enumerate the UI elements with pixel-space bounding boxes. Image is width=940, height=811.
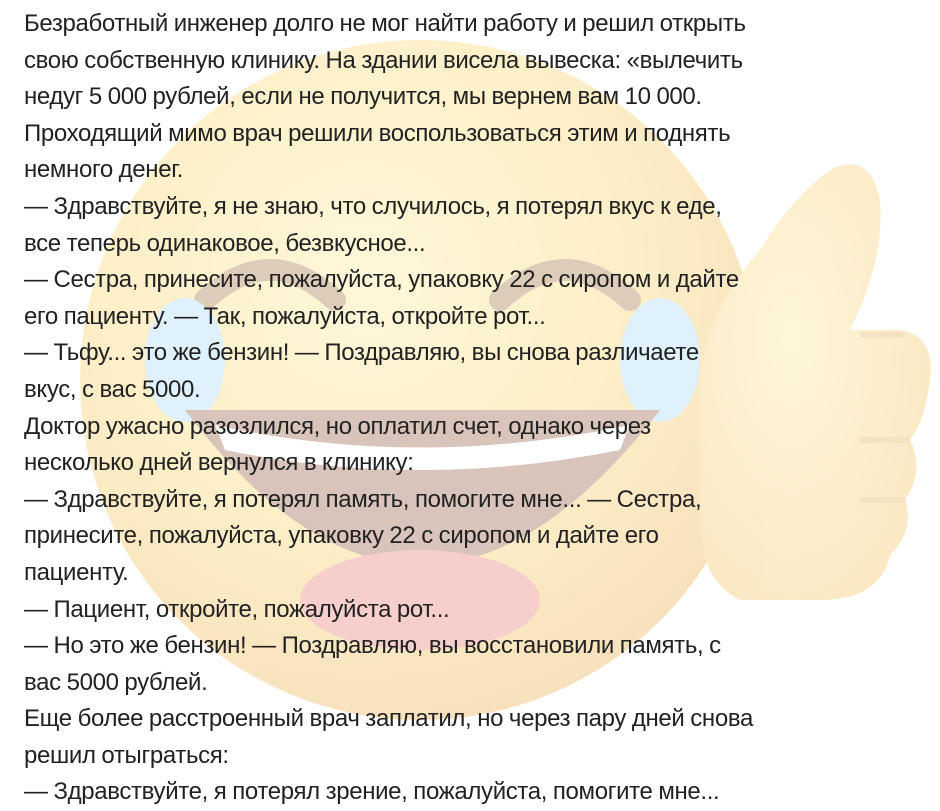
joke-line: Проходящий мимо врач решили воспользоваться этим и поднять (24, 119, 731, 147)
joke-line: — Сестра, принесите, пожалуйста, упаковку 22 с сиропом и дайте (24, 266, 739, 294)
joke-line: решил отыграться: (24, 741, 229, 769)
joke-line: вас 5000 рублей. (24, 668, 208, 696)
joke-line: — Здравствуйте, я не знаю, что случилось, я потерял вкус к еде, (24, 192, 722, 220)
joke-line: Безработный инженер долго не мог найти работу и решил открыть (24, 10, 746, 37)
joke-line: — Здравствуйте, я потерял память, помогите мне... — Сестра, (24, 485, 702, 513)
joke-line: Доктор ужасно разозлился, но оплатил счет, однако через (24, 412, 651, 440)
joke-line: — Но это же бензин! — Поздравляю, вы восстановили память, с (24, 632, 721, 660)
joke-line: вкус, с вас 5000. (24, 375, 201, 403)
joke-line: несколько дней вернулся в клинику: (24, 449, 414, 477)
joke-line: пациенту. (24, 558, 129, 586)
joke-line: немного денег. (24, 156, 183, 184)
joke-line: свою собственную клинику. На здании висела вывеска: «вылечить (24, 46, 743, 74)
joke-line: все теперь одинаковое, безвкусное... (24, 229, 426, 257)
joke-line: Еще более расстроенный врач заплатил, но через пару дней снова (24, 705, 753, 733)
joke-line: — Пациент, откройте, пожалуйста рот... (24, 595, 450, 623)
joke-line: недуг 5 000 рублей, если не получится, мы вернем вам 10 000. (24, 83, 702, 111)
joke-line: его пациенту. — Так, пожалуйста, откройте рот... (24, 302, 546, 330)
joke-line: — Тьфу... это же бензин! — Поздравляю, вы снова различаете (24, 339, 699, 367)
joke-line: — Здравствуйте, я потерял зрение, пожалуйста, помогите мне... (24, 778, 720, 806)
joke-line: принесите, пожалуйста, упаковку 22 с сиропом и дайте его (24, 522, 659, 550)
joke-text-block (24, 6, 924, 811)
